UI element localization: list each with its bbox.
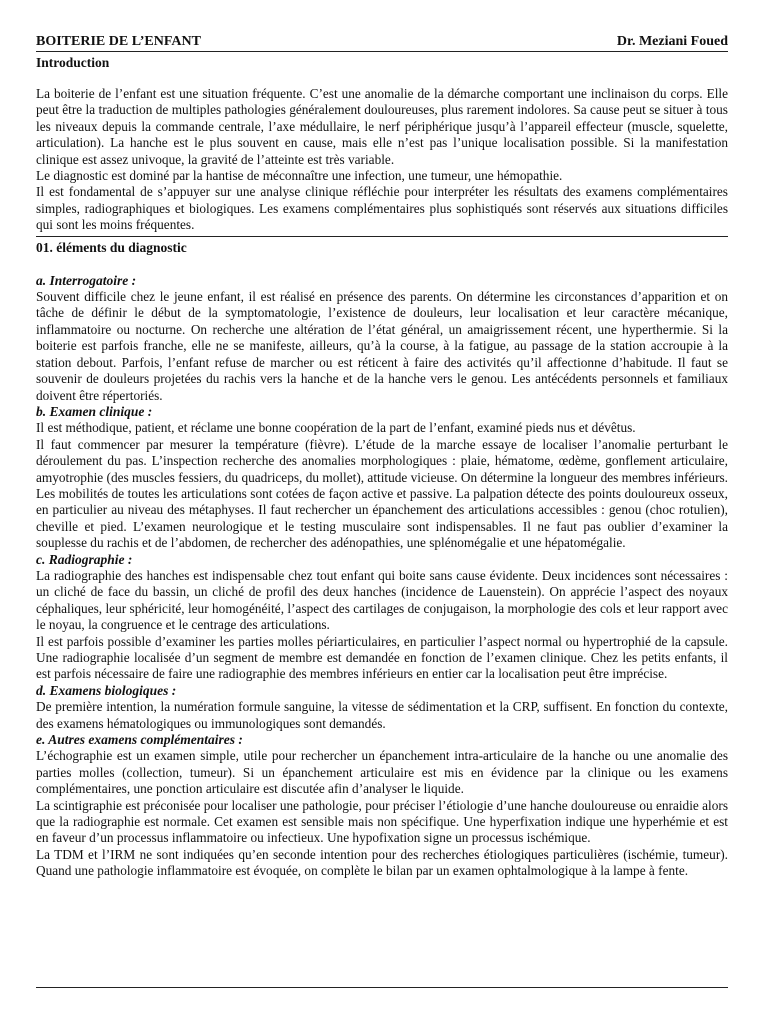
paragraph-examen-clinique: Il faut commencer par mesurer la température (fièvre). L’étude de la marche essaye de localiser l’anomalie perturbant le déroulement du pas. L’inspection recherche des anomalies morphologiques : plaie, hématome, œdème, gonflement articulaire, amyotrophie (des muscles fessiers, du quadriceps, du mollet), attitude vicieuse. On détermine la longueur des membres inférieurs. Les mobilités de toutes les articulations sont cotées de façon active et passive. La palpation détecte des points douloureux osseux, en particulier au niveau des métaphyses. Il faut rechercher un épanchement des articulations accessibles : genou (choc rotulien), cheville et pied. L’examen neurologique et le testing musculaire sont indispensables. Il ne faut pas oublier d’examiner la souplesse du rachis et de l’abdomen, de rechercher des adénopathies, une splénomégalie et une hépatomégalie. [36, 436, 728, 551]
paragraph-examen-clinique: Il est méthodique, patient, et réclame une bonne coopération de la part de l’enfant, examiné pieds nus et dévêtus. [36, 420, 636, 436]
subsection-title-examens-biologiques: d. Examens biologiques : [36, 682, 177, 698]
header-rule [36, 51, 728, 52]
paragraph-radiographie: La radiographie des hanches est indispensable chez tout enfant qui boite sans cause évidente. Deux incidences sont nécessaires : un cliché de face du bassin, un cliché de profil des deux hanches (incidence de Lauenstein). On apprécie l’aspect des noyaux céphaliques, leur sphéricité, leur homogénéité, l’aspect des cartilages de conjugaison, la morphologie des cols et leur rapport avec le noyau, la congruence et le centrage des articulations. [36, 567, 728, 633]
author-name: Dr. Meziani Foued [616, 34, 728, 49]
paragraph-radiographie: Il est parfois possible d’examiner les parties molles périarticulaires, en particulier l’aspect normal ou hypertrophié de la capsule. Une radiographie localisée d’un segment de membre est demandée en fonction de l’examen clinique. Chez les petits enfants, il est parfois nécessaire de faire une radiographie des membres inférieurs en entier car la localisation peut être imprécise. [36, 633, 728, 682]
paragraph-interrogatoire: Souvent difficile chez le jeune enfant, il est réalisé en présence des parents. On détermine les circonstances d’apparition et on tâche de définir le début de la symptomatologie, l’existence de douleurs, leur localisation et leur caractère mécanique, inflammatoire ou nocturne. On recherche une altération de l’état général, un amaigrissement récent, une hyperthermie. Si la boiterie est parfois franche, elle ne se manifeste, ailleurs, qu’à la course, à la fatigue, au passage de la station accroupie à la station debout. Parfois, l’enfant refuse de marcher ou est réticent à faire des activités qu’il affectionne d’habitude. Il faut se souvenir de douleurs projetées du rachis vers la hanche et de la hanche vers le genou. Les antécédents personnels et familiaux doivent être répertoriés. [36, 289, 728, 403]
footer-rule [36, 987, 728, 988]
page-header [36, 33, 728, 50]
subsection-title-interrogatoire: a. Interrogatoire : [36, 272, 137, 288]
section-rule [36, 236, 728, 237]
intro-heading: Introduction [36, 55, 110, 70]
paragraph-examens-biologiques: De première intention, la numération formule sanguine, la vitesse de sédimentation et la CRP, suffisent. En fonction du contexte, des examens hématologiques ou immunologiques sont demandés. [36, 699, 728, 731]
subsection-title-radiographie: c. Radiographie : [36, 551, 133, 567]
paragraph-autres-examens: L’échographie est un examen simple, utile pour rechercher un épanchement intra-articulaire de la hanche ou une anomalie des parties molles (collection, tumeur). Si un épanchement articulaire est mis en évidence par la clinique ou les examens complémentaires, une ponction articulaire est discutée afin d’analyser le liquide. [36, 748, 728, 797]
subsection-title-autres-examens: e. Autres examens complémentaires : [36, 732, 243, 748]
document-title: BOITERIE DE L’ENFANT [36, 34, 201, 49]
intro-paragraph: Le diagnostic est dominé par la hantise de méconnaître une infection, une tumeur, une hémopathie. [36, 168, 563, 184]
subsection-title-examen-clinique: b. Examen clinique : [36, 403, 153, 419]
intro-paragraph: Il est fondamental de s’appuyer sur une analyse clinique réfléchie pour interpréter les résultats des examens complémentaires simples, radiographiques et biologiques. Les examens complémentaires plus sophistiqués sont réservés aux situations difficiles qui sont les moins fréquentes. [36, 184, 728, 233]
paragraph-autres-examens: La scintigraphie est préconisée pour localiser une pathologie, pour préciser l’étiologie d’une hanche douloureuse ou enraidie alors que la radiographie est normale. Cet examen est sensible mais non spécifique. Une hyperfixation indique une hyperhémie et est en faveur d’un processus inflammatoire ou infectieux. Une hypofixation signe un processus ischémique. [36, 797, 728, 846]
paragraph-autres-examens: La TDM et l’IRM ne sont indiquées qu’en seconde intention pour des recherches étiologiques particulières (ischémie, tumeur). Quand une pathologie inflammatoire est évoquée, on complète le bilan par un examen ophtalmologique à la lampe à fente. [36, 846, 728, 879]
section-heading: 01. éléments du diagnostic [36, 239, 187, 255]
intro-paragraph: La boiterie de l’enfant est une situation fréquente. C’est une anomalie de la démarche comportant une inclinaison du corps. Elle peut être la traduction de multiples pathologies généralement douloureuses, plus rarement indolores. Sa cause peut se situer à tous les niveaux depuis la commande centrale, l’axe médullaire, le nerf périphérique jusqu’à l’appareil effecteur (muscle, squelette, articulation). La hanche est le plus souvent en cause, mais elle n’est pas l’unique localisation possible. Si la manifestation clinique est assez univoque, la gravité de l’atteinte est très variable. [36, 86, 728, 167]
